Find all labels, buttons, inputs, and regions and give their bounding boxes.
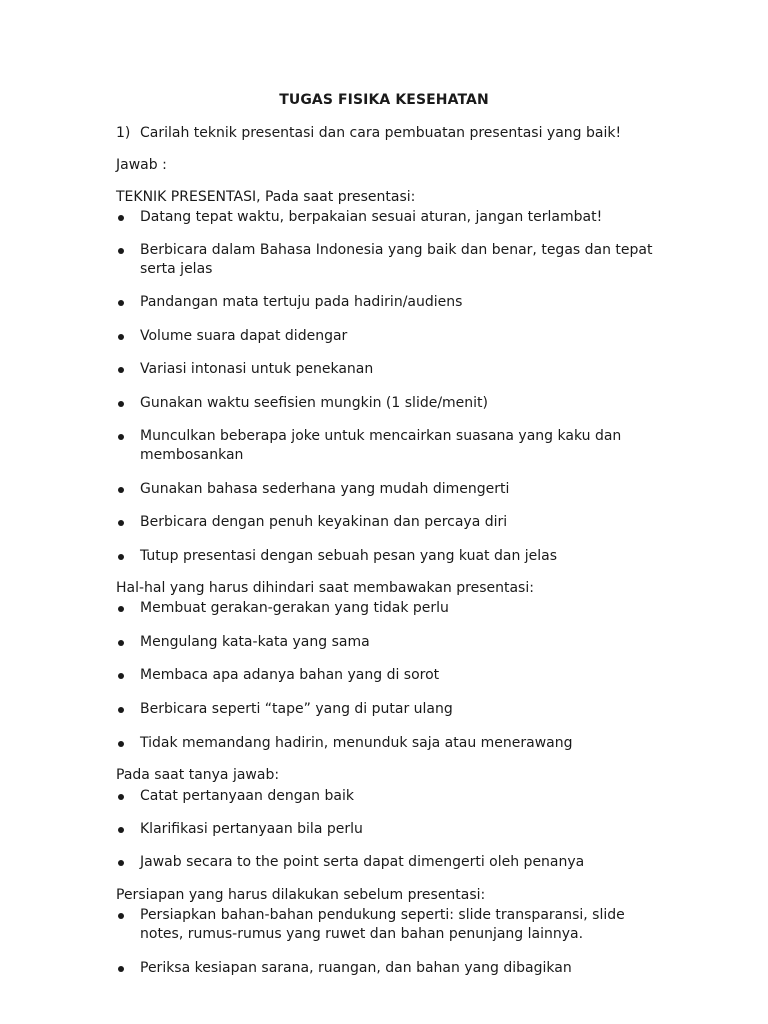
- question-line: [116, 124, 621, 143]
- question-text: Carilah teknik presentasi dan cara pembuatan presentasi yang baik!: [140, 125, 622, 141]
- list-item: Berbicara dalam Bahasa Indonesia yang baik dan benar, tegas dan tepat serta jelas: [140, 242, 653, 277]
- list-item: Membuat gerakan-gerakan yang tidak perlu: [140, 600, 449, 616]
- list-item: Periksa kesiapan sarana, ruangan, dan bahan yang dibagikan: [140, 960, 572, 976]
- list-item: Mengulang kata-kata yang sama: [140, 634, 370, 650]
- list-item: Berbicara seperti “tape” yang di putar ulang: [140, 701, 453, 717]
- list-item: Gunakan waktu seefisien mungkin (1 slide/menit): [140, 395, 489, 411]
- list-item: Catat pertanyaan dengan baik: [140, 788, 354, 804]
- list-item: Berbicara dengan penuh keyakinan dan percaya diri: [140, 514, 508, 530]
- section-heading-dihindari: Hal-hal yang harus dihindari saat membawakan presentasi:: [116, 580, 534, 596]
- section-heading-persiapan: Persiapan yang harus dilakukan sebelum presentasi:: [116, 887, 486, 903]
- list-item: Munculkan beberapa joke untuk mencairkan suasana yang kaku dan membosankan: [140, 428, 622, 463]
- list-item: Klarifikasi pertanyaan bila perlu: [140, 821, 363, 837]
- list-item: Pandangan mata tertuju pada hadirin/audiens: [140, 294, 463, 310]
- list-item: Membaca apa adanya bahan yang di sorot: [140, 667, 440, 683]
- document-title: TUGAS FISIKA KESEHATAN: [279, 92, 489, 108]
- list-item: Jawab secara to the point serta dapat dimengerti oleh penanya: [140, 854, 585, 870]
- list-item: Datang tepat waktu, berpakaian sesuai aturan, jangan terlambat!: [140, 209, 603, 225]
- list-item: Persiapkan bahan-bahan pendukung seperti: slide transparansi, slide notes, rumus-rumus yang ruwet dan bahan penunjang lainnya.: [140, 907, 625, 942]
- list-item: Tidak memandang hadirin, menunduk saja atau menerawang: [140, 735, 573, 751]
- section-heading-tanya-jawab: Pada saat tanya jawab:: [116, 767, 280, 783]
- list-item: Variasi intonasi untuk penekanan: [140, 361, 374, 377]
- answer-label: Jawab :: [116, 157, 167, 173]
- list-item: Volume suara dapat didengar: [140, 328, 348, 344]
- list-item: Tutup presentasi dengan sebuah pesan yang kuat dan jelas: [140, 548, 558, 564]
- question-number: 1): [116, 125, 131, 141]
- section-heading-teknik: TEKNIK PRESENTASI, Pada saat presentasi:: [116, 189, 416, 205]
- list-item: Gunakan bahasa sederhana yang mudah dimengerti: [140, 481, 510, 497]
